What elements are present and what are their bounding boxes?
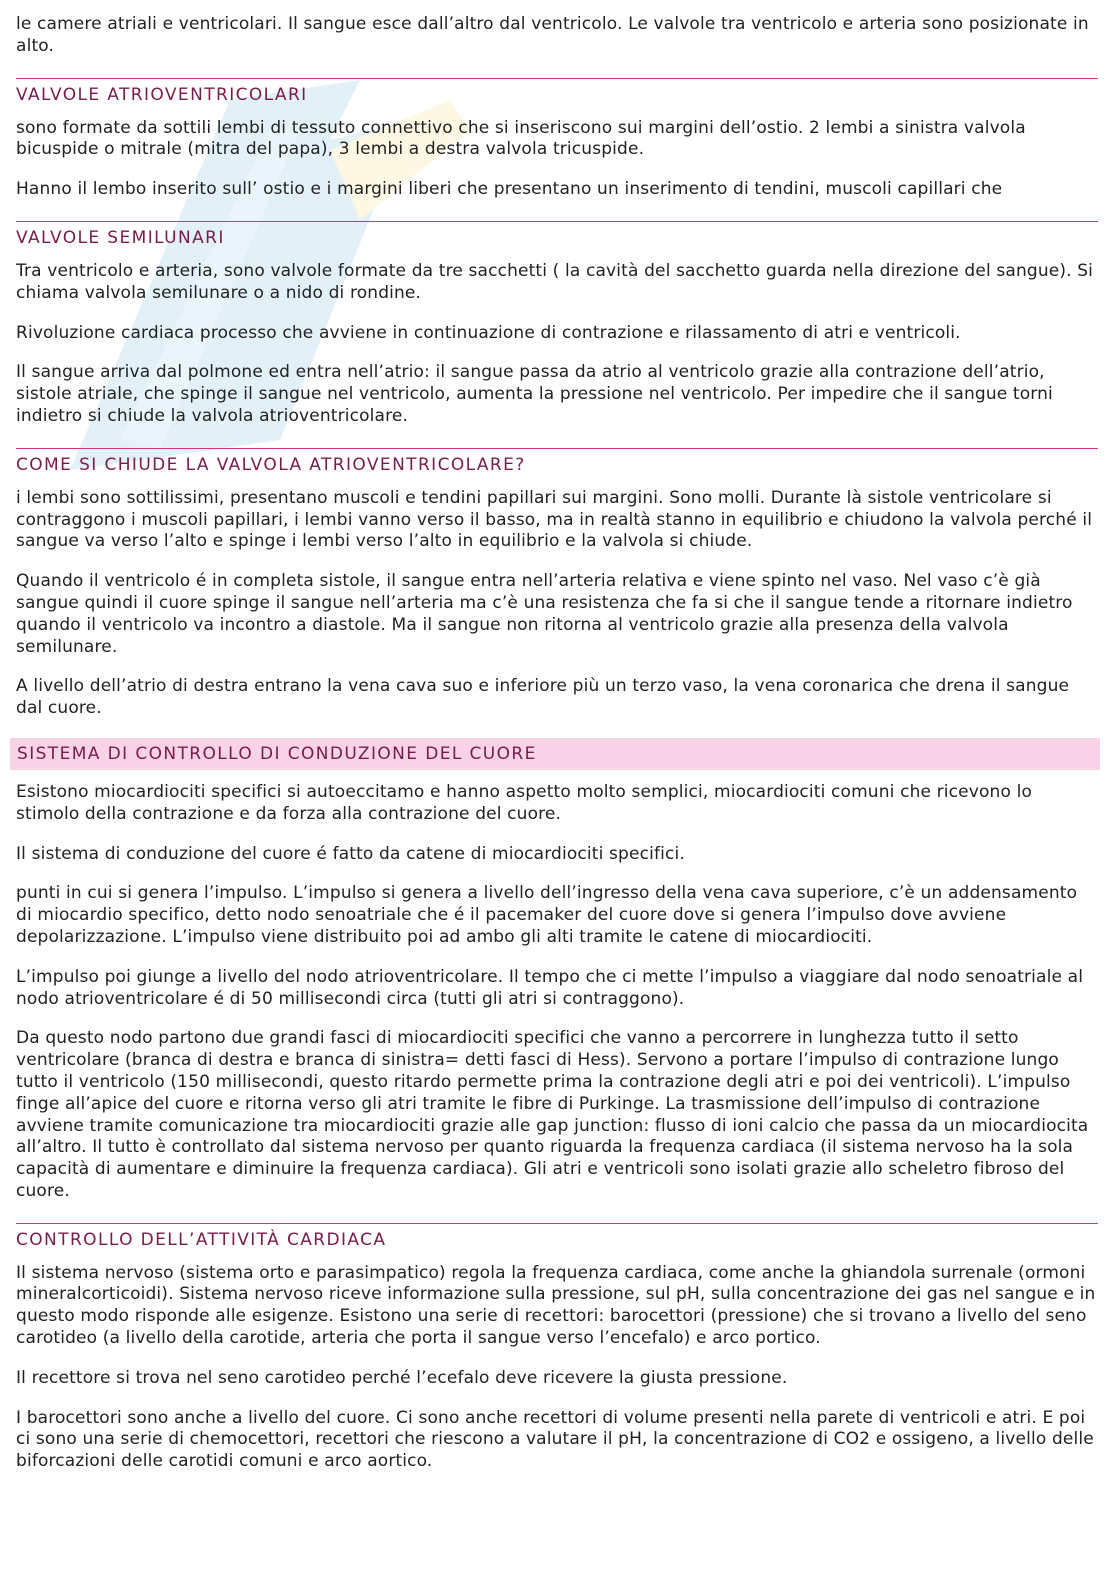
paragraph: Il sangue arriva dal polmone ed entra nell’atrio: il sangue passa da atrio al ventricolo grazie alla contrazione dell’atrio, sistole atriale, che spinge il sangue nel ventricolo, aumenta la pressione nel ventricolo. Per impedire che il sangue torni indietro si chiude la valvola atrioventricolare.: [16, 362, 1053, 426]
paragraph: Tra ventricolo e arteria, sono valvole formate da tre sacchetti ( la cavità del sacchetto guarda nella direzione del sangue). Si chiama valvola semilunare o a nido di rondine.: [16, 260, 1094, 303]
paragraph: le camere atriali e ventricolari. Il sangue esce dall’altro dal ventricolo. Le valvole tra ventricolo e arteria sono posizionate in alto.: [16, 14, 1089, 56]
section-heading-come-si-chiude: COME SI CHIUDE LA VALVOLA ATRIOVENTRICOLARE?: [16, 448, 1098, 476]
paragraph: Il recettore si trova nel seno carotideo perché l’ecefalo deve ricevere la giusta pressione.: [16, 1367, 788, 1388]
paragraph: Il sistema di conduzione del cuore é fatto da catene di miocardiociti specifici.: [16, 843, 685, 864]
paragraph: Il sistema nervoso (sistema orto e parasimpatico) regola la frequenza cardiaca, come anche la ghiandola surrenale (ormoni mineralcorticoidi). Sistema nervoso riceve informazione sulla pressione, sul pH, sulla concentrazione dei gas nel sangue e in questo modo risponde alle esigenze. Esistono una serie di recettori: barocettori (pressione) che si trovano a livello del seno carotideo (a livello della carotide, arteria che porta il sangue verso l’encefalo) e arco portico.: [16, 1262, 1096, 1349]
section-heading-sistema-di-controllo: SISTEMA DI CONTROLLO DI CONDUZIONE DEL CUORE: [10, 738, 1100, 770]
paragraph: I barocettori sono anche a livello del cuore. Ci sono anche recettori di volume presenti nella parete di ventricoli e atri. E poi ci sono una serie di chemocettori, recettori che riescono a valutare il pH, la concentrazione di CO2 e ossigeno, a livello delle biforcazioni delle carotidi comuni e arco aortico.: [16, 1407, 1094, 1472]
paragraph: sono formate da sottili lembi di tessuto connettivo che si inseriscono sui margini dell’ostio. 2 lembi a sinistra valvola bicuspide o mitrale (mitra del papa), 3 lembi a destra valvola tricuspide.: [16, 117, 1026, 160]
paragraph: A livello dell’atrio di destra entrano la vena cava suo e inferiore più un terzo vaso, la vena coronarica che drena il sangue dal cuore.: [16, 676, 1070, 719]
paragraph: i lembi sono sottilissimi, presentano muscoli e tendini papillari sui margini. Sono molli. Durante là sistole ventricolare si contraggono i muscoli papillari, i lembi vanno verso il basso, ma in realtà stanno in equilibrio e chiudono la valvola perché il sangue va verso l’alto e spinge i lembi verso l’alto in equilibrio e la valvola si chiude.: [16, 487, 1093, 552]
paragraph: punti in cui si genera l’impulso. L’impulso si genera a livello dell’ingresso della vena cava superiore, c’è un addensamento di miocardio specifico, detto nodo senoatriale che é il pacemaker del cuore dove si genera l’impulso dove avviene depolarizzazione. L’impulso viene distribuito poi ad ambo gli alti tramite le catene di miocardiociti.: [16, 883, 1078, 947]
section-heading-valvole-atrioventricolari: VALVOLE ATRIOVENTRICOLARI: [16, 78, 1098, 106]
paragraph: Esistono miocardiociti specifici si autoeccitamo e hanno aspetto molto semplici, miocardiociti comuni che ricevono lo stimolo della contrazione e da forza alla contrazione del cuore.: [16, 781, 1032, 824]
paragraph: Hanno il lembo inserito sull’ ostio e i margini liberi che presentano un inserimento di tendini, muscoli capillari che: [16, 179, 1003, 200]
paragraph: Da questo nodo partono due grandi fasci di miocardiociti specifici che vanno a percorrere in lunghezza tutto il setto ventricolare (branca di destra e branca di sinistra= detti fasci di Hess). Servono a portare l’impulso di contrazione lungo tutto il ventricolo (150 millisecondi, questo ritardo permette prima la contrazione degli atri e poi dei ventricoli). L’impulso finge all’apice del cuore e ritorna verso gli atri tramite le fibre di Purkinge. La trasmissione dell’impulso di contrazione avviene tramite comunicazione tra miocardiociti grazie alle gap junction: flusso di ioni calcio che passa da un miocardiocita all’altro. Il tutto è controllato dal sistema nervoso per quanto riguarda la frequenza cardiaca (il sistema nervoso ha la sola capacità di aumentare e diminuire la frequenza cardiaca). Gli atri e ventricoli sono isolati grazie allo scheletro fibroso del cuore.: [16, 1028, 1089, 1201]
paragraph: Rivoluzione cardiaca processo che avviene in continuazione di contrazione e rilassamento di atri e ventricoli.: [16, 322, 961, 343]
paragraph: Quando il ventricolo é in completa sistole, il sangue entra nell’arteria relativa e viene spinto nel vaso. Nel vaso c’è già sangue quindi il cuore spinge il sangue nell’arteria ma c’è una resistenza che fa si che il sangue tende a ritornare indietro quando il ventricolo va incontro a diastole. Ma il sangue non ritorna al ventricolo grazie alla presenza della valvola semilunare.: [16, 571, 1073, 657]
section-heading-valvole-semilunari: VALVOLE SEMILUNARI: [16, 221, 1098, 249]
section-heading-controllo-attivita-cardiaca: CONTROLLO DELL’ATTIVITÀ CARDIACA: [16, 1223, 1098, 1251]
paragraph: L’impulso poi giunge a livello del nodo atrioventricolare. Il tempo che ci mette l’impulso a viaggiare dal nodo senoatriale al nodo atrioventricolare é di 50 millisecondi circa (tutti gli atri si contraggono).: [16, 966, 1084, 1009]
